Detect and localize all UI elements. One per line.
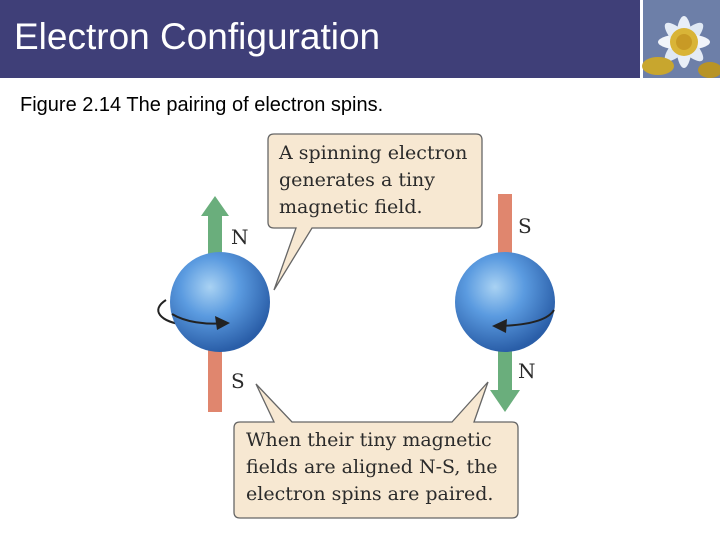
right-top-pole-label: S bbox=[518, 214, 532, 238]
right-north-arrow bbox=[490, 346, 520, 412]
slide-title: Electron Configuration bbox=[14, 16, 381, 57]
right-south-bar bbox=[498, 194, 512, 260]
left-north-arrow bbox=[201, 196, 229, 262]
bottom-callout-line-1: When their tiny magnetic bbox=[246, 429, 492, 451]
left-top-pole-label: N bbox=[231, 225, 249, 249]
right-bottom-pole-label: N bbox=[518, 359, 536, 383]
left-electron bbox=[158, 196, 270, 412]
top-callout-line-1: A spinning electron bbox=[279, 142, 468, 164]
figure-caption: Figure 2.14 The pairing of electron spins. bbox=[20, 94, 384, 116]
left-electron-sphere bbox=[170, 252, 270, 352]
left-bottom-pole-label: S bbox=[231, 369, 245, 393]
top-callout-line-3: magnetic field. bbox=[279, 196, 423, 218]
bottom-callout-line-2: fields are aligned N-S, the bbox=[246, 456, 498, 478]
bottom-callout bbox=[234, 382, 518, 518]
top-callout-line-2: generates a tiny bbox=[279, 169, 436, 191]
right-electron-sphere bbox=[455, 252, 555, 352]
left-south-bar bbox=[208, 346, 222, 412]
top-callout bbox=[268, 134, 482, 290]
bottom-callout-line-3: electron spins are paired. bbox=[246, 483, 494, 505]
